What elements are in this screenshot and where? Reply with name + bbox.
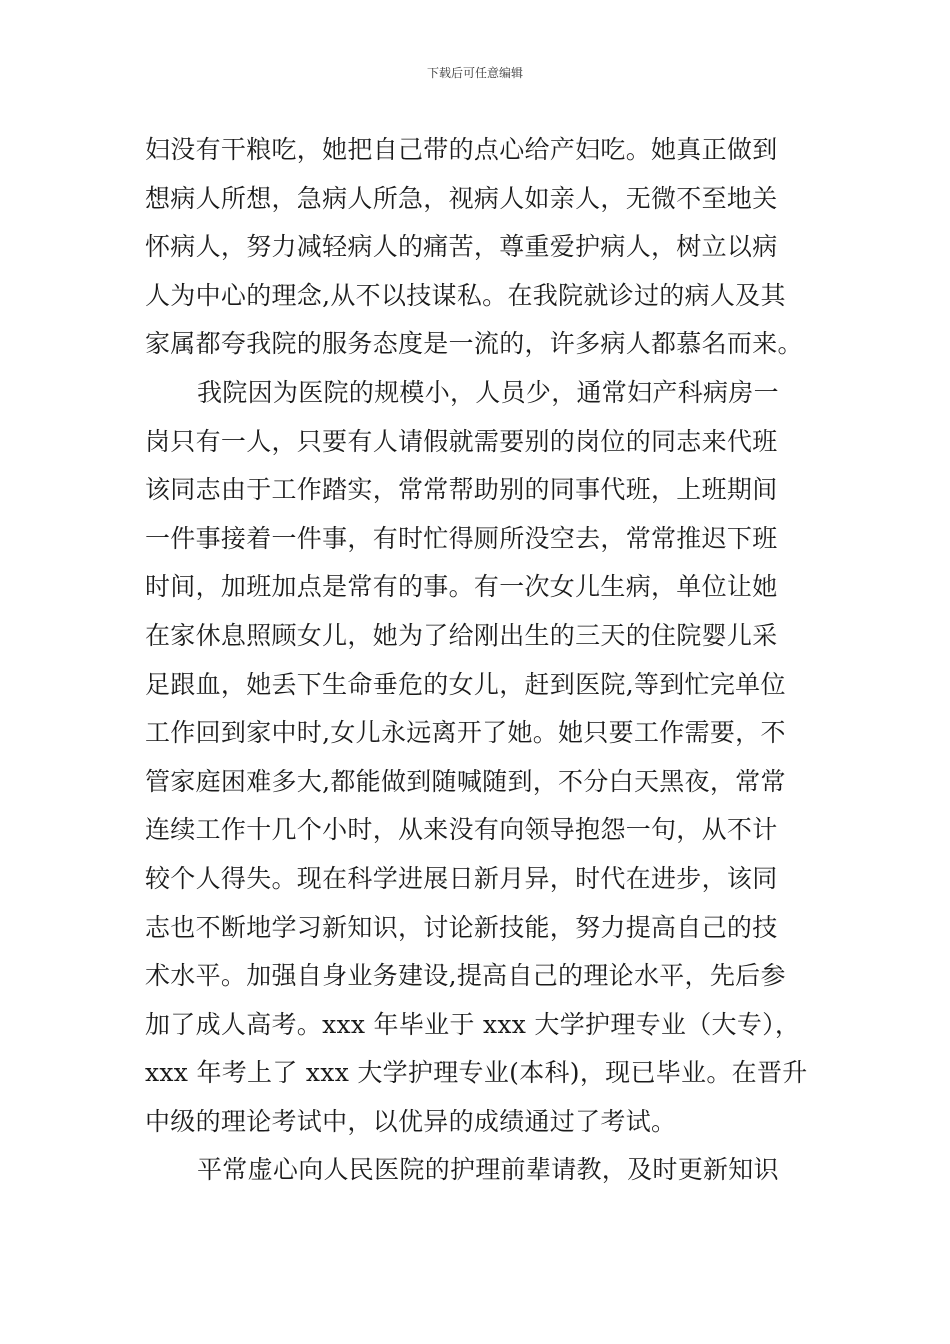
text-line: 在家休息照顾女儿，她为了给刚出生的三天的住院婴儿采 <box>145 620 778 650</box>
text-line: 时间，加班加点是常有的事。有一次女儿生病，单位让她 <box>145 572 778 602</box>
paragraph-start-line: 平常虚心向人民医院的护理前辈请教，及时更新知识 <box>197 1155 779 1185</box>
text-line: 妇没有干粮吃，她把自己带的点心给产妇吃。她真正做到 <box>145 135 778 164</box>
page-header: 下载后可任意编辑 <box>426 66 523 80</box>
text-line: 加了成人高考。xxx 年毕业于 xxx 大学护理专业（大专）， <box>145 1009 801 1039</box>
paragraph-start-line: 我院因为医院的规模小，人员少，通常妇产科病房一 <box>197 377 779 407</box>
text-line: 志也不断地学习新知识，讨论新技能，努力提高自己的技 <box>145 912 778 942</box>
text-line: 人为中心的理念,从不以技谋私。在我院就诊过的病人及其 <box>145 280 786 310</box>
text-line: 术水平。加强自身业务建设,提高自己的理论水平，先后参 <box>145 961 786 991</box>
document-body <box>145 126 810 1195</box>
text-line: 连续工作十几个小时，从来没有向领导抱怨一句，从不计 <box>145 815 778 845</box>
text-line: xxx 年考上了 xxx 大学护理专业(本科)，现已毕业。在晋升 <box>145 1058 808 1088</box>
text-line: 较个人得失。现在科学进展日新月异，时代在进步，该同 <box>145 863 778 893</box>
text-line: 足跟血，她丢下生命垂危的女儿，赶到医院,等到忙完单位 <box>145 669 786 699</box>
text-line: 工作回到家中时,女儿永远离开了她。她只要工作需要，不 <box>145 718 786 748</box>
text-line: 怀病人，努力减轻病人的痛苦，尊重爱护病人，树立以病 <box>145 232 778 262</box>
text-line: 想病人所想，急病人所急，视病人如亲人，无微不至地关 <box>145 183 778 213</box>
text-line: 家属都夸我院的服务态度是一流的，许多病人都慕名而来。 <box>145 329 803 359</box>
text-line: 管家庭困难多大,都能做到随喊随到，不分白天黑夜，常常 <box>145 766 786 796</box>
text-line: 岗只有一人，只要有人请假就需要别的岗位的同志来代班 <box>145 426 778 456</box>
text-line: 该同志由于工作踏实，常常帮助别的同事代班，上班期间 <box>145 475 778 505</box>
text-line: 一件事接着一件事，有时忙得厕所没空去，常常推迟下班 <box>145 523 778 553</box>
text-line: 中级的理论考试中，以优异的成绩通过了考试。 <box>145 1106 677 1136</box>
